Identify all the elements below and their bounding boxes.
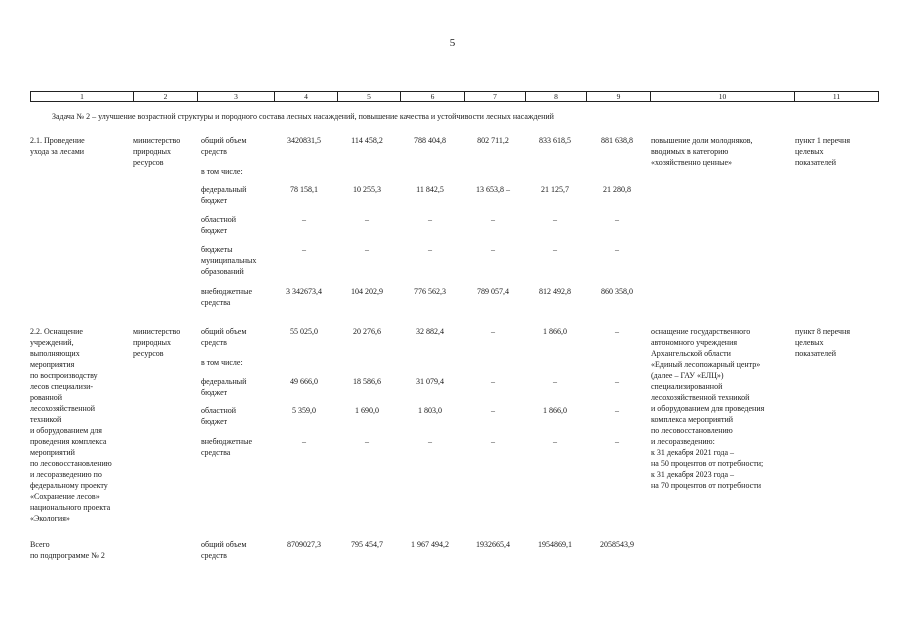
value-total: 3 342673,4 bbox=[286, 287, 322, 296]
value-year-5: – bbox=[615, 245, 619, 254]
value-year-2: 776 562,3 bbox=[414, 287, 446, 296]
value-total: – bbox=[302, 437, 306, 446]
value-year-2: 31 079,4 bbox=[416, 377, 444, 386]
header-col-1: 1 bbox=[31, 92, 134, 101]
result-line: и оборудованием для проведения bbox=[651, 404, 765, 413]
executor-line: природных bbox=[133, 147, 172, 156]
header-col-8: 8 bbox=[526, 92, 587, 101]
value-total: 5 359,0 bbox=[292, 406, 316, 415]
funding-source-label: внебюджетные bbox=[201, 287, 252, 296]
result-line: лесохозяйственной техникой bbox=[651, 393, 750, 402]
result-line: (далее – ГАУ «ЕЛЦ») bbox=[651, 371, 724, 380]
activity-name-line: мероприятия bbox=[30, 360, 75, 369]
indicator-line: показателей bbox=[795, 158, 836, 167]
value-year-1: 20 276,6 bbox=[353, 327, 381, 336]
result-line: по лесовосстановлению bbox=[651, 426, 733, 435]
value-year-1: – bbox=[365, 215, 369, 224]
activity-name-line: ухода за лесами bbox=[30, 147, 85, 156]
header-col-11: 11 bbox=[832, 92, 841, 101]
value-year-1: 1 690,0 bbox=[355, 406, 379, 415]
column-number-header bbox=[30, 91, 879, 102]
funding-source-label: бюджет bbox=[201, 417, 228, 426]
indicator-line: пункт 1 перечня bbox=[795, 136, 851, 145]
value-total: – bbox=[302, 245, 306, 254]
funding-source-label: областной bbox=[201, 406, 237, 415]
value-year-2: – bbox=[428, 215, 432, 224]
value-year-1: – bbox=[365, 245, 369, 254]
value-year-4: – bbox=[553, 245, 557, 254]
result-line: комплекса мероприятий bbox=[651, 415, 734, 424]
header-col-6: 6 bbox=[401, 92, 465, 101]
funding-source-label: федеральный bbox=[201, 185, 247, 194]
value-year-3: – bbox=[491, 327, 495, 336]
value-year-4: 812 492,8 bbox=[539, 287, 571, 296]
funding-source-label: средства bbox=[201, 448, 231, 457]
executor-line: ресурсов bbox=[133, 349, 164, 358]
result-line: повышение доли молодняков, bbox=[651, 136, 753, 145]
funding-source-label: образований bbox=[201, 267, 244, 276]
funding-source-label: областной bbox=[201, 215, 237, 224]
executor-line: природных bbox=[133, 338, 172, 347]
header-col-10: 10 bbox=[651, 92, 795, 101]
activity-name-line: «Сохранение лесов» bbox=[30, 492, 100, 501]
funding-source-label: общий объем bbox=[201, 540, 247, 549]
executor-line: министерство bbox=[133, 327, 181, 336]
value-year-3: – bbox=[491, 245, 495, 254]
activity-name-line: выполняющих bbox=[30, 349, 80, 358]
result-line: оснащение государственного bbox=[651, 327, 751, 336]
funding-source-label: бюджет bbox=[201, 388, 228, 397]
result-line: вводимых в категорию bbox=[651, 147, 729, 156]
value-year-5: 21 280,8 bbox=[603, 185, 631, 194]
value-year-1: 10 255,3 bbox=[353, 185, 381, 194]
activity-name-line: национального проекта bbox=[30, 503, 111, 512]
funding-source-label: федеральный bbox=[201, 377, 247, 386]
result-line: «хозяйственно ценные» bbox=[651, 158, 733, 167]
activity-name-line: по лесовосстановлению bbox=[30, 459, 112, 468]
funding-source-label: средств bbox=[201, 147, 227, 156]
funding-source-label: средств bbox=[201, 551, 227, 560]
page-number: 5 bbox=[449, 37, 456, 49]
value-year-3: – bbox=[491, 215, 495, 224]
value-year-5: 860 358,0 bbox=[601, 287, 633, 296]
funding-source-label: бюджеты bbox=[201, 245, 233, 254]
value-year-2: – bbox=[428, 245, 432, 254]
activity-name-line: мероприятий bbox=[30, 448, 75, 457]
value-year-5: – bbox=[615, 215, 619, 224]
indicator-line: целевых bbox=[795, 147, 824, 156]
value-year-3: – bbox=[491, 377, 495, 386]
value-year-3: – bbox=[491, 437, 495, 446]
value-year-4: 833 618,5 bbox=[539, 136, 571, 145]
activity-name-line: 2.1. Проведение bbox=[30, 136, 85, 145]
result-line: «Единый лесопожарный центр» bbox=[651, 360, 761, 369]
result-line: автономного учреждения bbox=[651, 338, 738, 347]
value-year-1: 18 586,6 bbox=[353, 377, 381, 386]
result-line: на 50 процентов от потребности; bbox=[651, 459, 764, 468]
activity-name-line: лесохозяйственной bbox=[30, 404, 96, 413]
value-year-5: – bbox=[615, 437, 619, 446]
funding-source-label: бюджет bbox=[201, 226, 228, 235]
funding-source-label: общий объем bbox=[201, 136, 247, 145]
value-year-3: 13 653,8 – bbox=[476, 185, 510, 194]
header-col-7: 7 bbox=[465, 92, 526, 101]
funding-source-label: внебюджетные bbox=[201, 437, 252, 446]
header-col-4: 4 bbox=[275, 92, 338, 101]
value-year-4: – bbox=[553, 377, 557, 386]
value-year-2: 32 882,4 bbox=[416, 327, 444, 336]
result-line: к 31 декабря 2021 года – bbox=[651, 448, 735, 457]
value-year-5: – bbox=[615, 377, 619, 386]
funding-source-label: в том числе: bbox=[201, 358, 243, 367]
executor-line: ресурсов bbox=[133, 158, 164, 167]
total-name-line: по подпрограмме № 2 bbox=[30, 551, 105, 560]
activity-name-line: учреждений, bbox=[30, 338, 74, 347]
value-year-2: 1 803,0 bbox=[418, 406, 442, 415]
funding-source-label: средства bbox=[201, 298, 231, 307]
value-year-2: 788 404,8 bbox=[414, 136, 446, 145]
value-total: 55 025,0 bbox=[290, 327, 318, 336]
value-year-2: 11 842,5 bbox=[416, 185, 444, 194]
indicator-line: целевых bbox=[795, 338, 824, 347]
activity-name-line: и оборудованием для bbox=[30, 426, 102, 435]
value-year-1: – bbox=[365, 437, 369, 446]
value-year-5: – bbox=[615, 327, 619, 336]
activity-name-line: «Экология» bbox=[30, 514, 70, 523]
activity-name-line: 2.2. Оснащение bbox=[30, 327, 83, 336]
value-year-1: 104 202,9 bbox=[351, 287, 383, 296]
funding-source-label: средств bbox=[201, 338, 227, 347]
funding-source-label: в том числе: bbox=[201, 167, 243, 176]
value-year-5: – bbox=[615, 406, 619, 415]
value-year-5: 2058543,9 bbox=[600, 540, 634, 549]
result-line: и лесоразведению: bbox=[651, 437, 715, 446]
result-line: специализированной bbox=[651, 382, 723, 391]
header-col-2: 2 bbox=[134, 92, 198, 101]
value-year-2: – bbox=[428, 437, 432, 446]
value-total: – bbox=[302, 215, 306, 224]
activity-name-line: техникой bbox=[30, 415, 62, 424]
value-year-1: 795 454,7 bbox=[351, 540, 383, 549]
activity-name-line: и лесоразведению по bbox=[30, 470, 102, 479]
funding-source-label: бюджет bbox=[201, 196, 228, 205]
value-total: 78 158,1 bbox=[290, 185, 318, 194]
value-year-1: 114 458,2 bbox=[351, 136, 383, 145]
funding-source-label: общий объем bbox=[201, 327, 247, 336]
result-line: на 70 процентов от потребности bbox=[651, 481, 761, 490]
value-year-5: 881 638,8 bbox=[601, 136, 633, 145]
executor-line: министерство bbox=[133, 136, 181, 145]
activity-name-line: лесов специализи- bbox=[30, 382, 94, 391]
value-year-4: 1 866,0 bbox=[543, 327, 567, 336]
result-line: Архангельской области bbox=[651, 349, 731, 358]
activity-name-line: федеральному проекту bbox=[30, 481, 108, 490]
value-total: 3420831,5 bbox=[287, 136, 321, 145]
total-name-line: Всего bbox=[30, 540, 50, 549]
value-year-3: 802 711,2 bbox=[477, 136, 509, 145]
task-title: Задача № 2 – улучшение возрастной структуры и породного состава лесных насаждений, повышение качества и устойчивости лесных насаждений bbox=[52, 112, 554, 121]
value-year-4: 1954869,1 bbox=[538, 540, 572, 549]
value-year-3: – bbox=[491, 406, 495, 415]
value-total: 49 666,0 bbox=[290, 377, 318, 386]
value-year-3: 789 057,4 bbox=[477, 287, 509, 296]
result-line: к 31 декабря 2023 года – bbox=[651, 470, 735, 479]
value-year-4: 21 125,7 bbox=[541, 185, 569, 194]
value-total: 8709027,3 bbox=[287, 540, 321, 549]
header-col-9: 9 bbox=[587, 92, 651, 101]
activity-name-line: по воспроизводству bbox=[30, 371, 98, 380]
value-year-4: 1 866,0 bbox=[543, 406, 567, 415]
header-col-5: 5 bbox=[338, 92, 401, 101]
header-col-3: 3 bbox=[198, 92, 275, 101]
activity-name-line: рованной bbox=[30, 393, 63, 402]
indicator-line: показателей bbox=[795, 349, 836, 358]
value-year-3: 1932665,4 bbox=[476, 540, 510, 549]
funding-source-label: муниципальных bbox=[201, 256, 257, 265]
value-year-4: – bbox=[553, 215, 557, 224]
activity-name-line: проведения комплекса bbox=[30, 437, 107, 446]
value-year-2: 1 967 494,2 bbox=[411, 540, 449, 549]
indicator-line: пункт 8 перечня bbox=[795, 327, 851, 336]
value-year-4: – bbox=[553, 437, 557, 446]
